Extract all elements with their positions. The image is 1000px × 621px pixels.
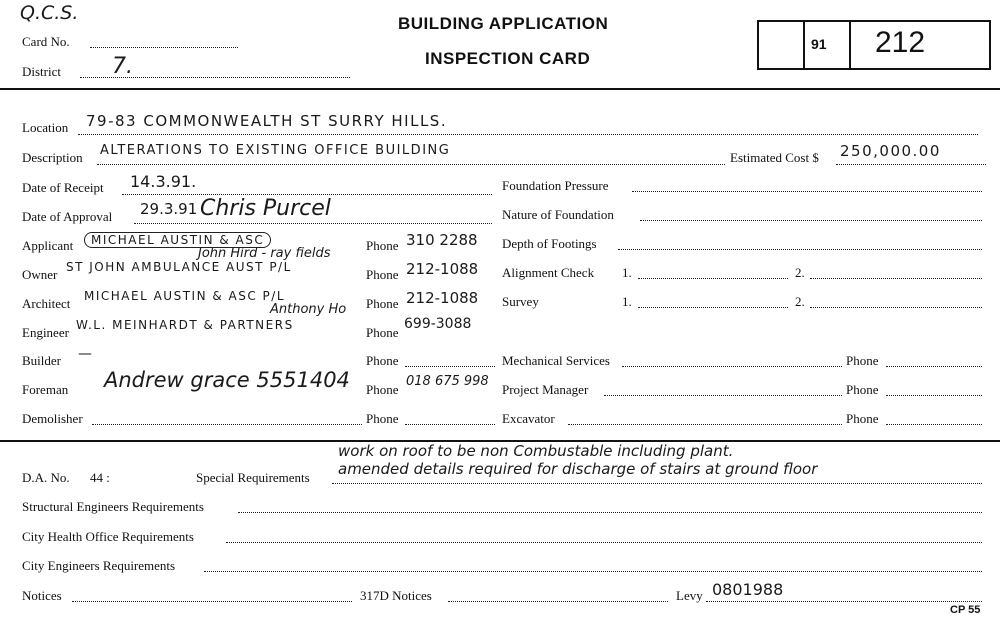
notices-317d-label: 317D Notices — [360, 588, 432, 603]
levy-value: 0801988 — [712, 580, 784, 599]
applicant-contact: John Hird - ray fields — [198, 246, 331, 261]
approval-signature: Chris Purcel — [200, 196, 331, 221]
location-line — [78, 134, 978, 135]
demolisher-phone-label: Phone — [366, 411, 399, 426]
project-manager-phone-label: Phone — [846, 382, 879, 397]
box-divider — [803, 22, 805, 68]
project-manager-line — [604, 395, 842, 396]
notices-317d-line — [448, 601, 668, 602]
location-label: Location — [22, 120, 69, 135]
owner-phone: 212-1088 — [406, 260, 479, 278]
notices-label: Notices — [22, 588, 62, 603]
foreman-phone-label: Phone — [366, 382, 399, 397]
applicant-label: Applicant — [22, 238, 74, 253]
card-no-line — [90, 47, 238, 48]
survey-label: Survey — [502, 294, 539, 309]
header-divider — [0, 88, 1000, 90]
foreman-value: Andrew grace 5551404 — [104, 368, 350, 392]
special-requirements-line — [332, 483, 982, 484]
alignment-check-label: Alignment Check — [502, 265, 595, 280]
box-large-number: 212 — [875, 26, 926, 59]
structural-line — [238, 512, 982, 513]
da-value: 44 : — [90, 470, 110, 485]
alignment-check-line1 — [638, 278, 788, 279]
project-manager-phone-line — [886, 395, 982, 396]
foreman-label: Foreman — [22, 382, 69, 397]
foundation-pressure-label: Foundation Pressure — [502, 178, 609, 193]
date-receipt-line — [122, 194, 492, 195]
engineer-phone-label: Phone — [366, 325, 399, 340]
description-label: Description — [22, 150, 83, 165]
city-engineers-label: City Engineers Requirements — [22, 558, 176, 573]
box-small-number: 91 — [811, 36, 827, 52]
alignment-check-num1: 1. — [622, 265, 632, 280]
architect-value: MICHAEL AUSTIN & ASC P/L — [84, 289, 286, 303]
date-approval-value: 29.3.91 — [140, 200, 198, 218]
survey-num2: 2. — [795, 294, 805, 309]
card-number-box — [757, 20, 991, 70]
excavator-line — [568, 424, 842, 425]
owner-label: Owner — [22, 267, 58, 282]
owner-phone-label: Phone — [366, 267, 399, 282]
depth-footings-line — [618, 249, 982, 250]
builder-value: — — [78, 346, 92, 362]
mechanical-line — [622, 366, 842, 367]
demolisher-phone-line — [405, 424, 495, 425]
builder-label: Builder — [22, 353, 61, 368]
special-note-line2: amended details required for discharge of stairs at ground floor — [338, 460, 818, 478]
applicant-phone: 310 2288 — [406, 231, 478, 249]
structural-label: Structural Engineers Requirements — [22, 499, 204, 514]
applicant-phone-label: Phone — [366, 238, 399, 253]
excavator-label: Excavator — [502, 411, 555, 426]
architect-phone: 212-1088 — [406, 289, 479, 307]
owner-value: ST JOHN AMBULANCE AUST P/L — [66, 260, 292, 274]
survey-num1: 1. — [622, 294, 632, 309]
builder-phone-line — [405, 366, 495, 367]
office-code: Q.C.S. — [20, 2, 79, 24]
builder-phone-label: Phone — [366, 353, 399, 368]
description-value: ALTERATIONS TO EXISTING OFFICE BUILDING — [100, 143, 451, 158]
date-approval-label: Date of Approval — [22, 209, 113, 224]
alignment-check-line2 — [810, 278, 982, 279]
demolisher-label: Demolisher — [22, 411, 83, 426]
date-receipt-value: 14.3.91. — [130, 172, 197, 191]
alignment-check-num2: 2. — [795, 265, 805, 280]
form-code: CP 55 — [950, 604, 981, 616]
foreman-phone: 018 675 998 — [406, 374, 489, 389]
levy-label: Levy — [676, 588, 703, 603]
notices-line — [72, 601, 352, 602]
applicant-value: MICHAEL AUSTIN & ASC — [84, 232, 271, 248]
health-line — [226, 542, 982, 543]
excavator-phone-line — [886, 424, 982, 425]
special-requirements-label: Special Requirements — [196, 470, 310, 485]
special-note-line1: work on roof to be non Combustable including plant. — [338, 442, 734, 460]
project-manager-label: Project Manager — [502, 382, 589, 397]
date-receipt-label: Date of Receipt — [22, 180, 104, 195]
levy-line — [706, 601, 982, 602]
form-title-line2: INSPECTION CARD — [425, 49, 591, 68]
engineer-phone: 699-3088 — [404, 316, 472, 332]
description-line — [97, 164, 725, 165]
depth-footings-label: Depth of Footings — [502, 236, 597, 251]
mechanical-phone-label: Phone — [846, 353, 879, 368]
survey-line1 — [638, 307, 788, 308]
card-no-label: Card No. — [22, 34, 70, 49]
estimated-cost-line — [836, 164, 986, 165]
district-value: 7. — [112, 54, 133, 79]
nature-foundation-line — [640, 220, 982, 221]
health-label: City Health Office Requirements — [22, 529, 194, 544]
location-value: 79-83 COMMONWEALTH ST SURRY HILLS. — [86, 112, 448, 130]
demolisher-line — [92, 424, 362, 425]
form-title-line1: BUILDING APPLICATION — [398, 14, 609, 33]
da-label: D.A. No. — [22, 470, 70, 485]
architect-phone-label: Phone — [366, 296, 399, 311]
city-engineers-line — [204, 571, 982, 572]
nature-foundation-label: Nature of Foundation — [502, 207, 614, 222]
engineer-value: W.L. MEINHARDT & PARTNERS — [76, 318, 294, 332]
engineer-label: Engineer — [22, 325, 69, 340]
date-approval-line — [134, 223, 492, 224]
estimated-cost-label: Estimated Cost $ — [730, 150, 819, 165]
district-label: District — [22, 64, 61, 79]
mechanical-label: Mechanical Services — [502, 353, 610, 368]
excavator-phone-label: Phone — [846, 411, 879, 426]
box-divider — [849, 22, 851, 68]
foundation-pressure-line — [632, 191, 982, 192]
mechanical-phone-line — [886, 366, 982, 367]
survey-line2 — [810, 307, 982, 308]
architect-contact: Anthony Ho — [270, 302, 347, 317]
estimated-cost-value: 250,000.00 — [840, 142, 941, 160]
architect-label: Architect — [22, 296, 71, 311]
